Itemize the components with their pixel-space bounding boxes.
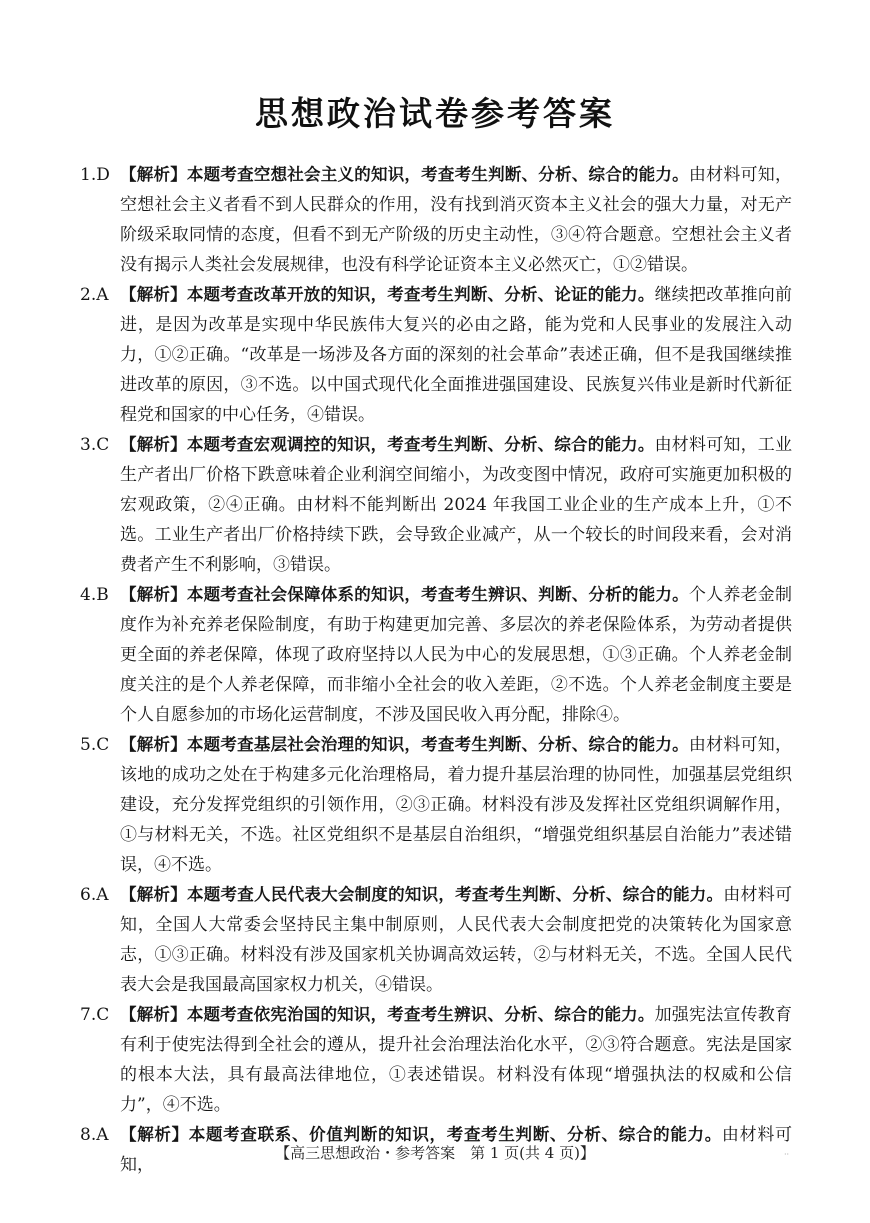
analysis-heading: 【解析】本题考查人民代表大会制度的知识，考查考生判断、分析、综合的能力。 [120,885,724,904]
corner-mark: ·· [784,1150,790,1159]
answer-number: 8.A [80,1125,109,1145]
analysis-text: 继续把改革推向前进，是因为改革是实现中华民族伟大复兴的必由之路，能为党和人民事业的发展注入动力，①②正确。“改革是一场涉及各方面的深刻的社会革命”表述正确，但不是我国继续推进改革的原因，③不选。以中国式现代化全面推进强国建设、民族复兴伟业是新时代新征程党和国家的中心任务，④错误。 [120,285,793,425]
analysis-text: 由材料可知，该地的成功之处在于构建多元化治理格局，着力提升基层治理的协同性，加强基层党组织建设，充分发挥党组织的引领作用，②③正确。材料没有涉及发挥社区党组织调解作用，①与材料无关，不选。社区党组织不是基层自治组织，“增强党组织基层自治能力”表述错误，④不选。 [120,735,793,875]
answer-item-5 [80,730,792,880]
analysis-heading: 【解析】本题考查宏观调控的知识，考查考生判断、分析、综合的能力。 [120,435,655,454]
analysis-text: 个人养老金制度作为补充养老保险制度，有助于构建更加完善、多层次的养老保险体系，为劳动者提供更全面的养老保障，体现了政府坚持以人民为中心的发展思想，①③正确。个人养老金制度关注的是个人养老保障，而非缩小全社会的收入差距，②不选。个人养老金制度主要是个人自愿参加的市场化运营制度，不涉及国民收入再分配，排除④。 [120,585,793,725]
page-footer: 【高三思想政治・参考答案 第 1 页(共 4 页)】 [275,1144,595,1162]
analysis-text: 由材料可知，全国人大常委会坚持民主集中制原则，人民代表大会制度把党的决策转化为国家意志，①③正确。材料没有涉及国家机关协调高效运转，②与材料无关，不选。全国人民代表大会是我国最高国家权力机关，④错误。 [120,885,793,995]
answer-number: 2.A [80,285,109,305]
answer-number: 5.C [80,735,110,755]
analysis-heading: 【解析】本题考查依宪治国的知识，考查考生辨识、分析、综合的能力。 [120,1005,655,1024]
analysis-text: 由材料可知，空想社会主义者看不到人民群众的作用，没有找到消灭资本主义社会的强大力量，对无产阶级采取同情的态度，但看不到无产阶级的历史主动性，③④符合题意。空想社会主义者没有揭示人类社会发展规律，也没有科学论证资本主义必然灭亡，①②错误。 [120,165,793,275]
answer-number: 3.C [80,435,110,455]
answer-body [120,160,792,280]
answer-item-3 [80,430,792,580]
analysis-heading: 【解析】本题考查基层社会治理的知识，考查考生判断、分析、综合的能力。 [120,735,689,754]
answer-item-7 [80,1000,792,1120]
answer-item-2 [80,280,792,430]
answer-number: 7.C [80,1005,110,1025]
analysis-text: 加强宪法宣传教育有利于使宪法得到全社会的遵从，提升社会治理法治化水平，②③符合题意。宪法是国家的根本大法，具有最高法律地位，①表述错误。材料没有体现“增强执法的权威和公信力”，④不选。 [120,1005,793,1115]
analysis-heading: 【解析】本题考查社会保障体系的知识，考查考生辨识、判断、分析的能力。 [120,585,689,604]
answer-body [120,580,792,730]
analysis-heading: 【解析】本题考查改革开放的知识，考查考生判断、分析、论证的能力。 [120,285,655,304]
answer-item-6 [80,880,792,1000]
analysis-heading: 【解析】本题考查联系、价值判断的知识，考查考生判断、分析、综合的能力。 [120,1125,722,1144]
answer-body [120,280,792,430]
answer-item-4 [80,580,792,730]
analysis-heading: 【解析】本题考查空想社会主义的知识，考查考生判断、分析、综合的能力。 [120,165,689,184]
answer-item-1 [80,160,792,280]
answer-list [80,160,792,1180]
analysis-text: 由材料可知，工业生产者出厂价格下跌意味着企业利润空间缩小，为改变图中情况，政府可实施更加积极的宏观政策，②④正确。由材料不能判断出 2024 年我国工业企业的生产成本上升，①不选。工业生产者出厂价格持续下跌，会导致企业减产，从一个较长的时间段来看，会对消费者产生不利影响，③错误。 [120,435,793,575]
answer-body [120,730,792,880]
answer-body [120,1000,792,1120]
answer-body [120,880,792,1000]
page-title: 思想政治试卷参考答案 [255,94,615,133]
answer-number: 1.D [80,165,110,185]
answer-body [120,430,792,580]
analysis-text: 由材料可知， [120,1125,793,1175]
answer-number: 4.B [80,585,109,605]
answer-number: 6.A [80,885,109,905]
